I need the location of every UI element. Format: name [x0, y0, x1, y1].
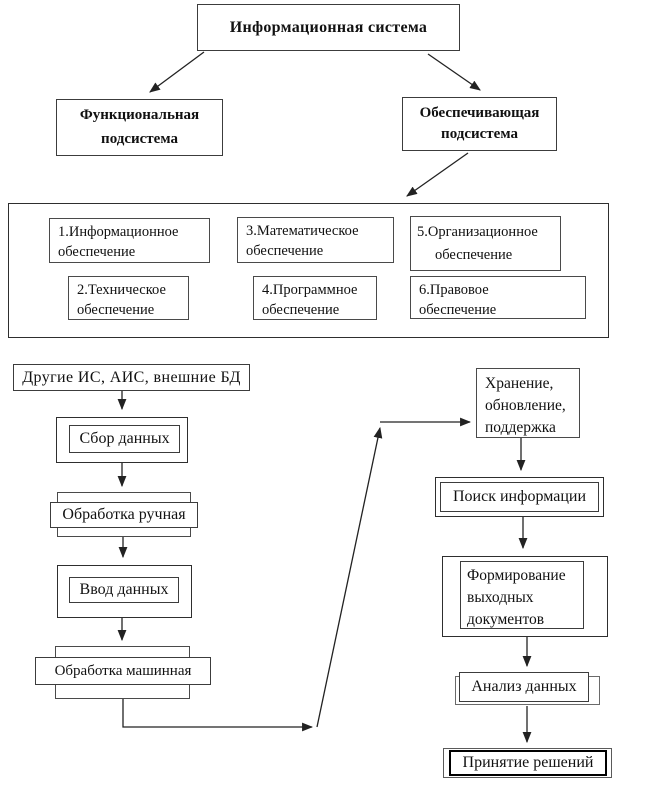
- support-box-technical-line1: 2.Техническое: [77, 282, 166, 298]
- support-box-legal-line2: обеспечение: [419, 302, 497, 318]
- node-storage-line2: обновление,: [485, 397, 566, 414]
- node-data-collection-label: Сбор данных: [79, 430, 170, 447]
- support-box-mathematical-line1: 3.Математическое: [246, 223, 359, 239]
- support-box-organizational-line2: обеспечение: [435, 246, 513, 263]
- node-storage-line3: поддержка: [485, 419, 556, 436]
- node-output-documents-line3: документов: [467, 611, 545, 628]
- node-external-sources: [13, 364, 250, 391]
- support-box-mathematical-line2: обеспечение: [246, 243, 324, 259]
- node-decision-making: [443, 748, 612, 778]
- node-functional-line1: Функциональная: [79, 107, 200, 123]
- node-providing-line2: подсистема: [441, 126, 518, 142]
- node-machine-processing: [35, 646, 211, 699]
- support-box-legal: [410, 276, 586, 319]
- support-box-information: [49, 218, 210, 263]
- node-functional-subsystem: [56, 99, 223, 156]
- node-data-analysis: [455, 672, 600, 705]
- node-data-input: [57, 565, 192, 618]
- node-decision-making-label: Принятие решений: [462, 754, 594, 771]
- support-box-organizational: [410, 216, 561, 271]
- arrow-root-to-providing: [428, 54, 480, 90]
- support-box-software-line1: 4.Программное: [262, 282, 358, 298]
- support-box-technical-line2: обеспечение: [77, 302, 155, 318]
- node-output-documents: [442, 556, 608, 637]
- node-output-documents-line2: выходных: [467, 589, 534, 606]
- node-output-documents-line1: Формирование: [467, 567, 566, 584]
- support-box-information-line1: 1.Информационное: [58, 224, 179, 240]
- support-box-legal-line1: 6.Правовое: [419, 282, 489, 298]
- arrow-diagonal-up: [317, 428, 380, 727]
- support-box-information-line2: обеспечение: [58, 244, 136, 260]
- node-information-search-label: Поиск информации: [452, 488, 587, 505]
- node-data-collection: [56, 417, 188, 463]
- node-external-sources-label: Другие ИС, АИС, внешние БД: [22, 368, 241, 386]
- node-storage: [476, 368, 580, 438]
- support-box-mathematical: [237, 217, 394, 263]
- support-box-software: [253, 276, 377, 320]
- node-providing-subsystem: [402, 97, 557, 151]
- support-box-technical: [68, 276, 189, 320]
- node-information-system-label: Информационная система: [229, 18, 428, 36]
- node-functional-line2: подсистема: [101, 131, 178, 147]
- node-information-search: [435, 477, 604, 517]
- node-machine-processing-label: Обработка машинная: [54, 662, 192, 679]
- node-manual-processing-label: Обработка ручная: [62, 506, 186, 523]
- support-box-organizational-line1: 5.Организационное: [417, 224, 538, 241]
- arrow-root-to-functional: [150, 52, 204, 92]
- support-box-software-line2: обеспечение: [262, 302, 340, 318]
- node-providing-line1: Обеспечивающая: [419, 105, 540, 121]
- node-storage-line1: Хранение,: [485, 375, 554, 392]
- node-information-system: [197, 4, 460, 51]
- arrow-machine-elbow: [123, 699, 312, 727]
- node-data-input-label: Ввод данных: [79, 581, 169, 598]
- node-data-analysis-label: Анализ данных: [471, 678, 577, 695]
- arrow-providing-to-support: [407, 153, 468, 196]
- node-manual-processing: [50, 492, 198, 537]
